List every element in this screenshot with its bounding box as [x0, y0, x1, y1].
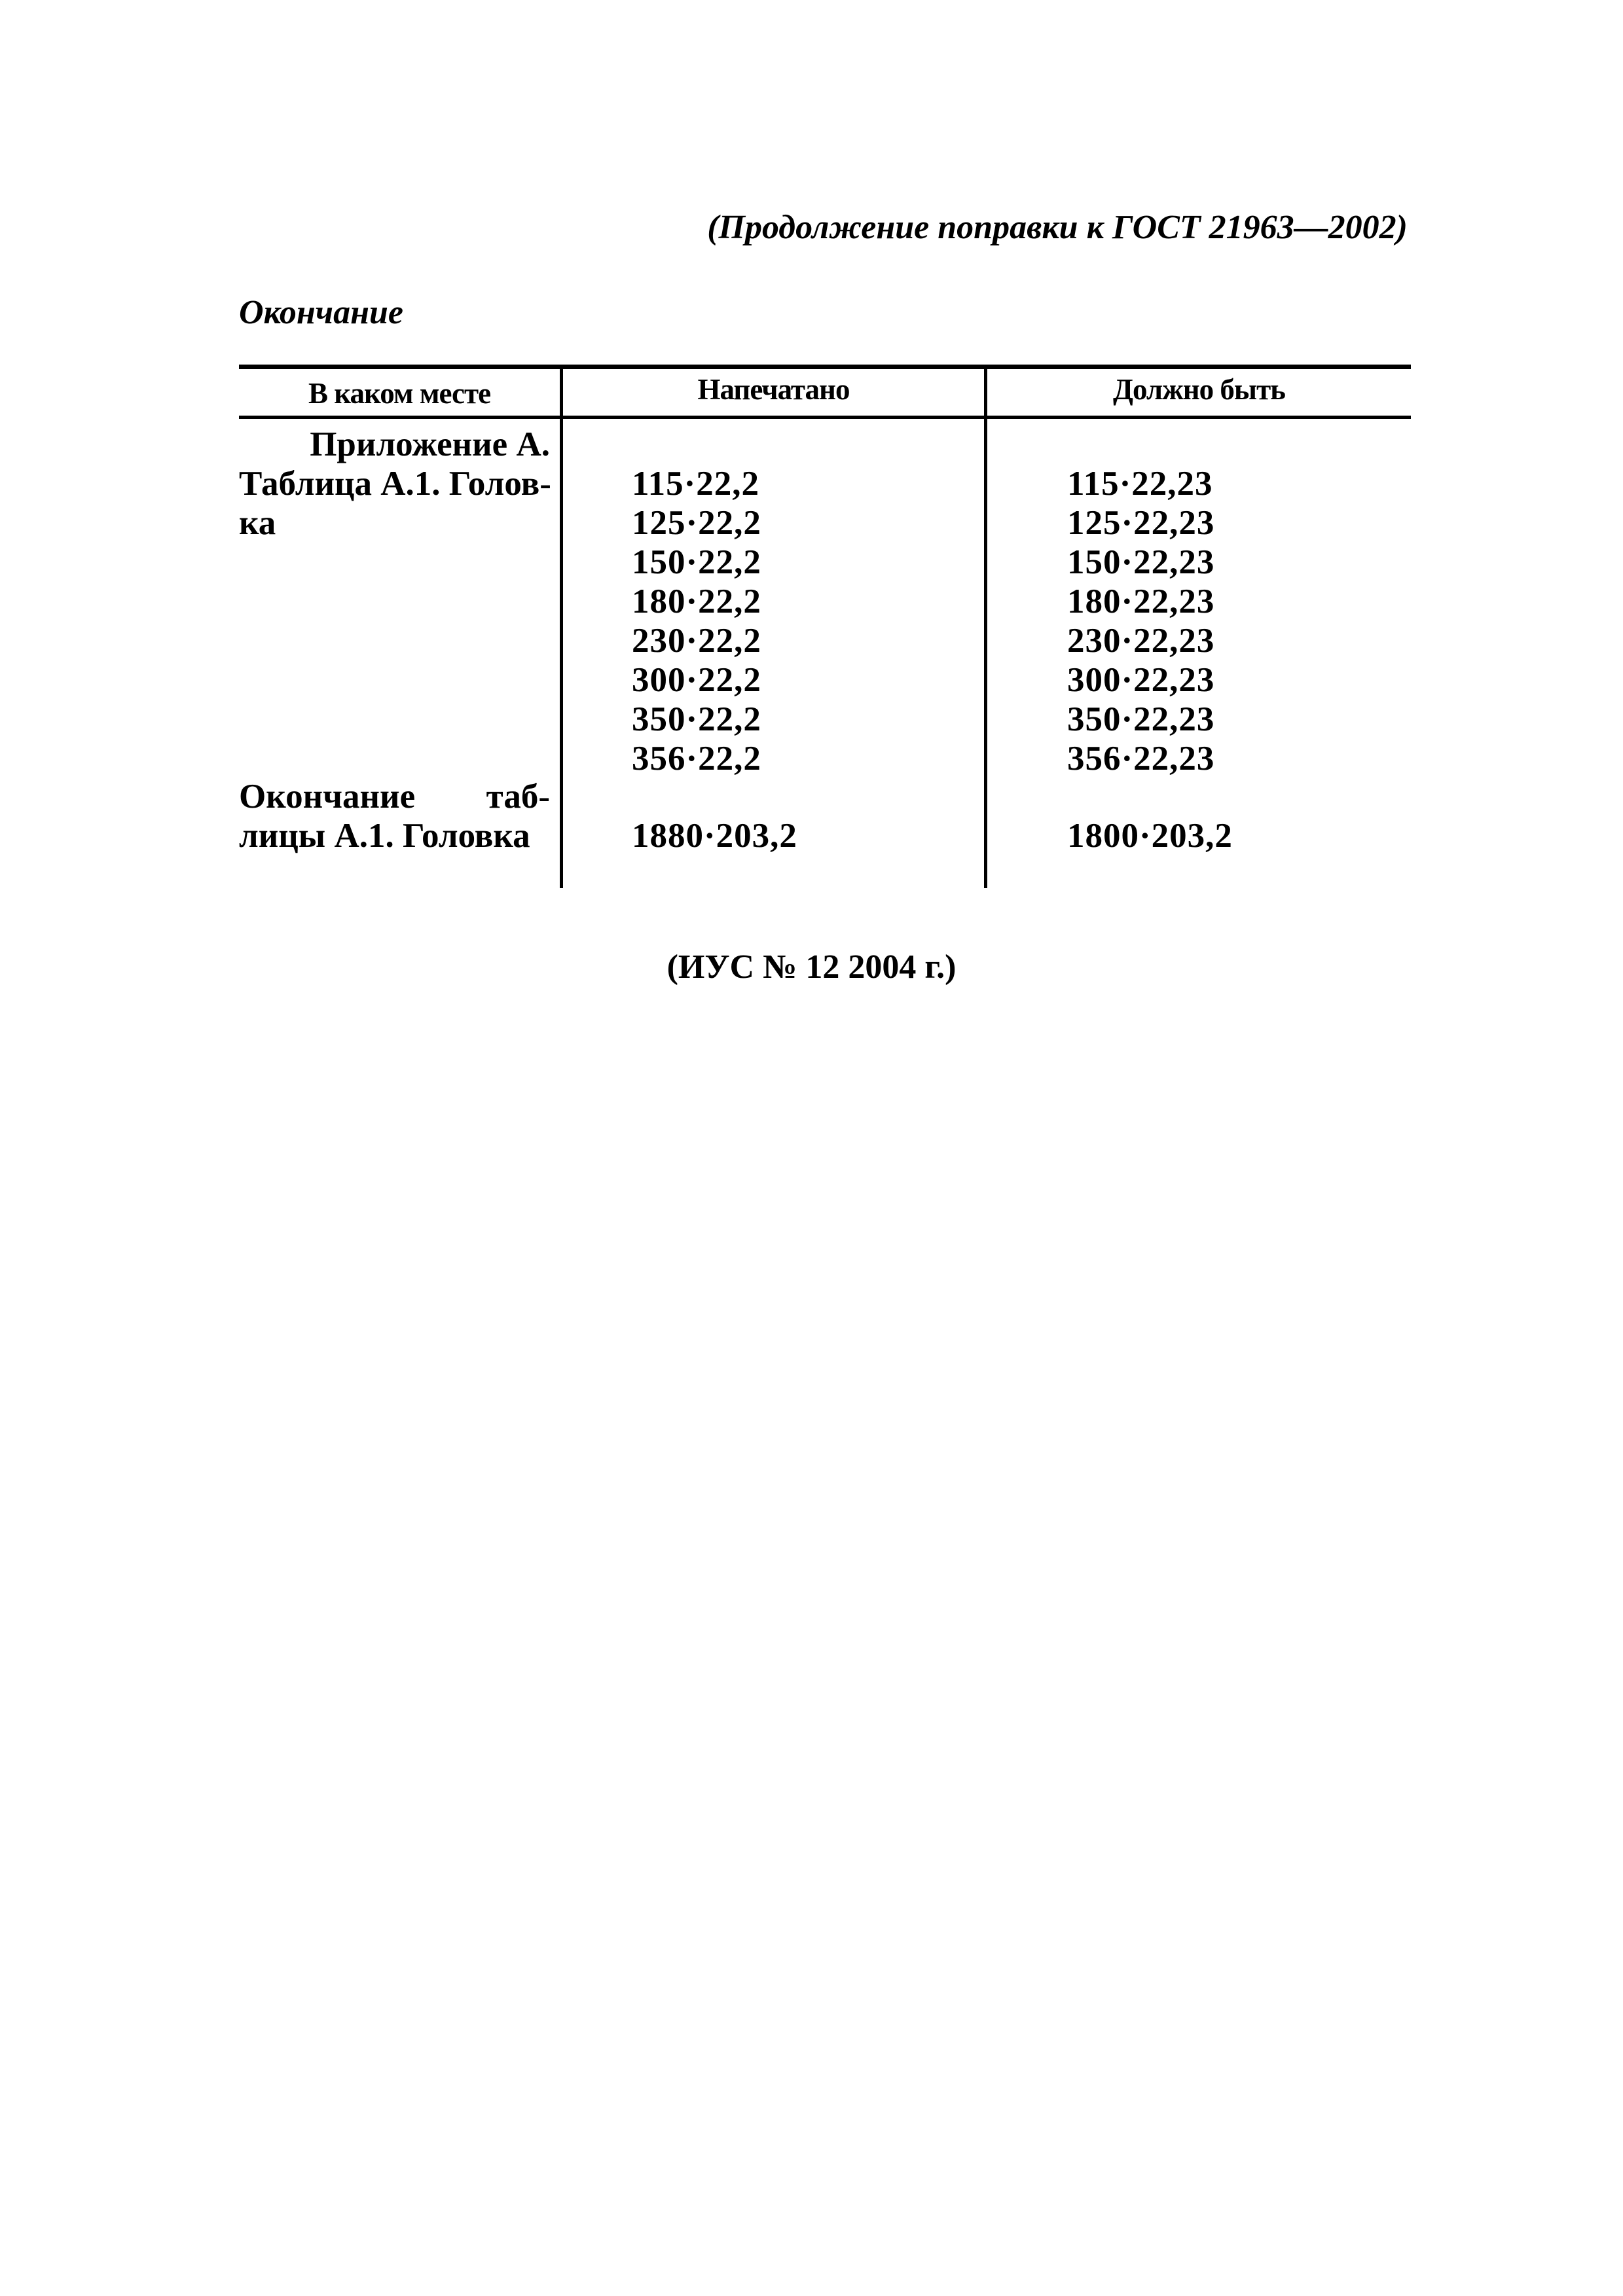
should-be-value: 125·22,23 — [1067, 504, 1215, 542]
should-be-values-group-1 — [1067, 464, 1214, 778]
place-cell-group-1 — [239, 425, 550, 543]
printed-value: 1880·203,2 — [632, 817, 797, 855]
printed-value: 125·22,2 — [632, 504, 761, 542]
column-divider-1 — [560, 365, 563, 888]
printed-value: 350·22,2 — [632, 700, 761, 738]
should-be-value: 150·22,23 — [1067, 543, 1215, 581]
place-line: ка — [239, 504, 276, 542]
column-header-should-be: Должно быть — [1113, 373, 1285, 406]
should-be-value: 230·22,23 — [1067, 622, 1215, 660]
place-line: Приложение А. — [310, 425, 550, 463]
place-line: лицы А.1. Головка — [239, 817, 530, 855]
printed-values-group-2 — [632, 816, 797, 855]
printed-value: 230·22,2 — [632, 622, 761, 660]
should-be-value: 1800·203,2 — [1067, 817, 1233, 855]
column-header-printed: Напечатано — [697, 373, 850, 406]
printed-value: 180·22,2 — [632, 583, 761, 620]
table-header-rule — [239, 416, 1411, 419]
should-be-value: 356·22,23 — [1067, 740, 1215, 778]
place-line: Окончание таб- — [239, 778, 550, 816]
header-continuation: (Продолжение поправки к ГОСТ 21963—2002) — [707, 209, 1408, 246]
should-be-values-group-2 — [1067, 816, 1233, 855]
printed-value: 150·22,2 — [632, 543, 761, 581]
printed-value: 300·22,2 — [632, 661, 761, 699]
should-be-value: 180·22,23 — [1067, 583, 1215, 620]
column-header-place: В каком месте — [308, 377, 491, 410]
place-cell-group-2 — [239, 777, 550, 855]
section-title: Окончание — [239, 294, 403, 331]
corrections-table — [239, 365, 1411, 888]
printed-value: 115·22,2 — [632, 465, 760, 503]
should-be-value: 115·22,23 — [1067, 465, 1213, 503]
should-be-value: 300·22,23 — [1067, 661, 1215, 699]
table-top-rule — [239, 365, 1411, 369]
should-be-value: 350·22,23 — [1067, 700, 1215, 738]
footer-source: (ИУС № 12 2004 г.) — [666, 948, 957, 986]
printed-value: 356·22,2 — [632, 740, 761, 778]
printed-values-group-1 — [632, 464, 761, 778]
place-line: Таблица А.1. Голов- — [239, 465, 551, 503]
column-divider-2 — [984, 365, 987, 888]
